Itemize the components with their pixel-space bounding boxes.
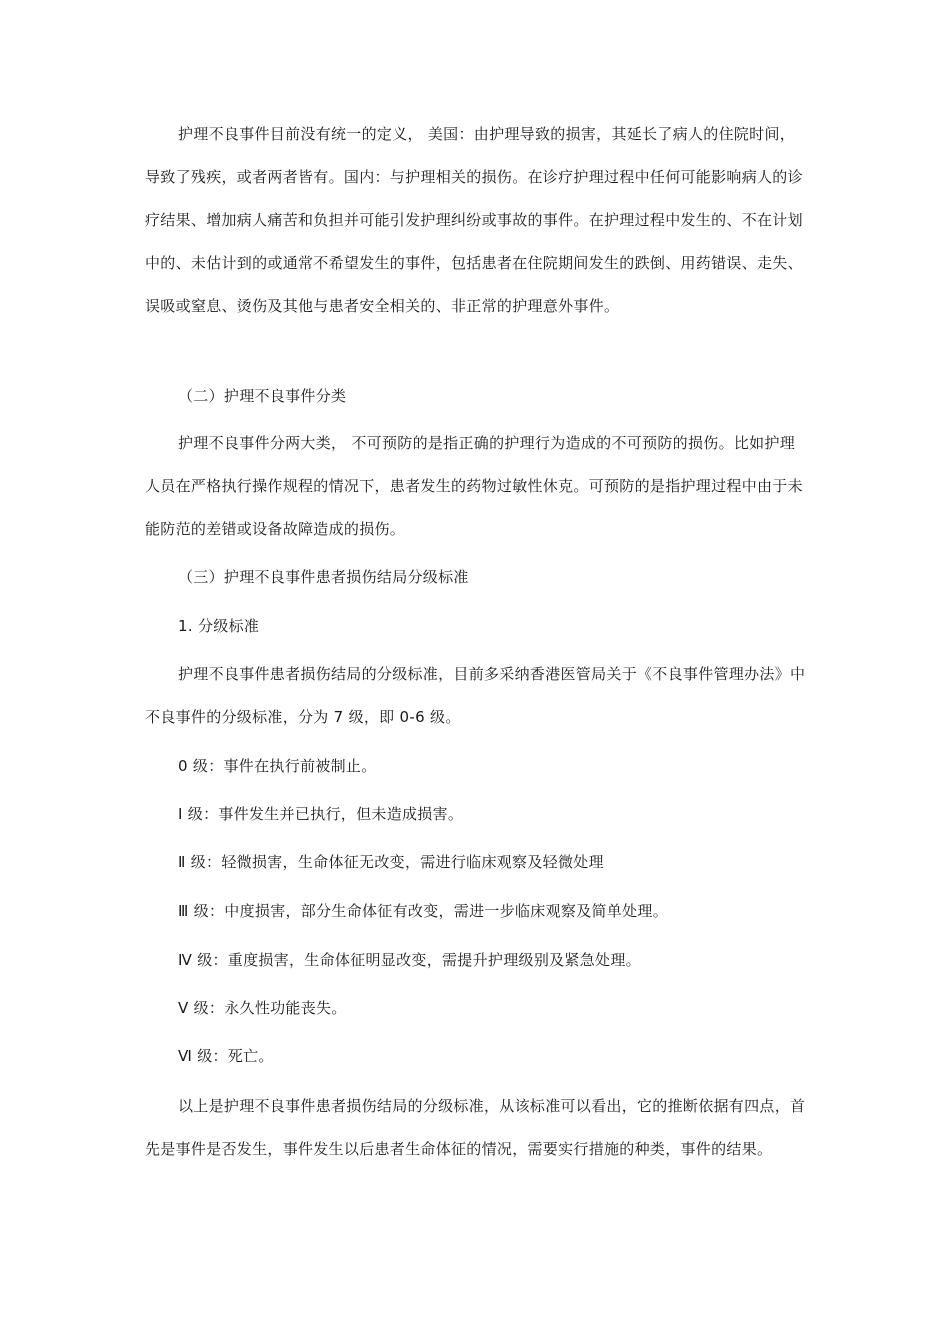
level-item: Ⅴ 级：永久性功能丧失。 <box>178 999 347 1017</box>
paragraph-definition: 护理不良事件目前没有统一的定义， 美国：由护理导致的损害，其延长了病人的住院时间，导致了残疾，或者两者皆有。国内：与护理相关的损伤。在诊疗护理过程中任何可能影响病人的诊疗结果、增加病人痛苦和负担并可能引发护理纠纷或事故的事件。在护理过程中发生的、不在计划中的、未估计到的或通常不希望发生的事件，包括患者在住院期间发生的跌倒、用药错误、走失、误吸或窒息、烫伤及其他与患者安全相关的、非正常的护理意外事件。 <box>145 125 803 315</box>
level-item: Ⅱ 级：轻微损害，生命体征无改变，需进行临床观察及轻微处理 <box>178 853 604 871</box>
level-item: Ⅳ 级：重度损害，生命体征明显改变，需提升护理级别及紧急处理。 <box>178 951 641 969</box>
level-item: Ⅰ 级：事件发生并已执行，但未造成损害。 <box>178 805 464 823</box>
level-item: 0 级：事件在执行前被制止。 <box>178 757 377 775</box>
subheading-grading: 1. 分级标准 <box>178 617 260 635</box>
heading-classification: （二）护理不良事件分类 <box>178 387 347 405</box>
level-item: Ⅵ 级：死亡。 <box>178 1047 274 1065</box>
level-item: Ⅲ 级：中度损害，部分生命体征有改变，需进一步临床观察及简单处理。 <box>178 902 669 920</box>
paragraph-standard: 护理不良事件患者损伤结局的分级标准，目前多采纳香港医管局关于《不良事件管理办法》中不良事件的分级标准，分为 7 级，即 0-6 级。 <box>145 665 806 726</box>
paragraph-classification: 护理不良事件分两大类， 不可预防的是指正确的护理行为造成的不可预防的损伤。比如护理人员在严格执行操作规程的情况下，患者发生的药物过敏性休克。可预防的是指护理过程中由于未能防范的差错或设备故障造成的损伤。 <box>145 434 803 538</box>
heading-grading-standard: （三）护理不良事件患者损伤结局分级标准 <box>178 568 469 586</box>
paragraph-conclusion: 以上是护理不良事件患者损伤结局的分级标准，从该标准可以看出，它的推断依据有四点，首先是事件是否发生，事件发生以后患者生命体征的情况，需要实行措施的种类，事件的结果。 <box>145 1097 806 1158</box>
